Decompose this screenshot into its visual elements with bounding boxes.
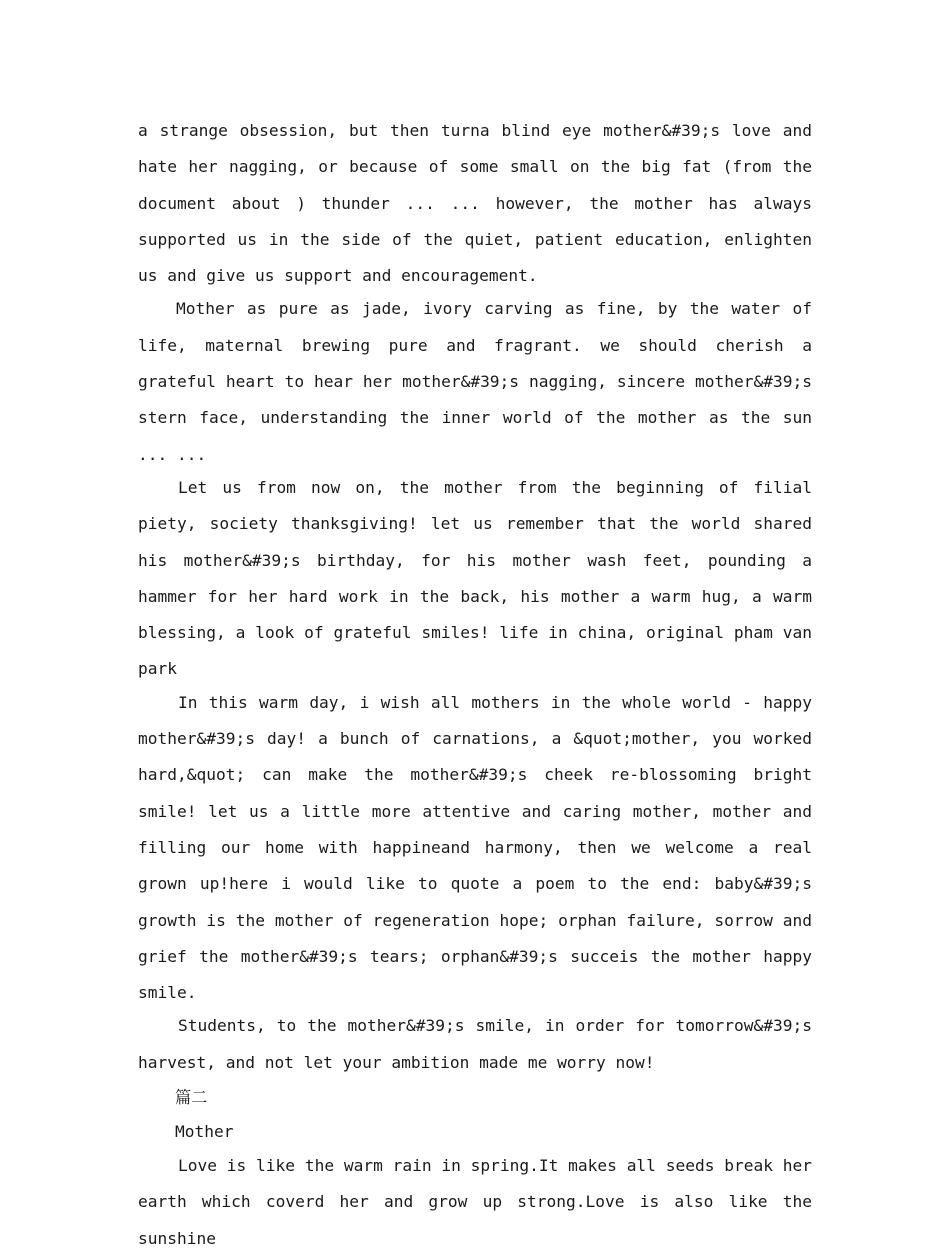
paragraph-3: Let us from now on, the mother from the beginning of filial piety, society thanksgiving! let us remember that the world shared his mother&#39;s birthday, for his mother wash feet, pounding a hammer for her hard work in the back, his mother a warm hug, a warm blessing, a look of grateful smiles! life in china, original pham van park [138, 477, 812, 679]
paragraph-4: In this warm day, i wish all mothers in the whole world - happy mother&#39;s day! a bunch of carnations, a &quot;mother, you worked hard,&quot; can make the mother&#39;s cheek re-blossoming bright smile! let us a little more attentive and caring mother, mother and filling our home with happineand harmony, then we welcome a real grown up!here i would like to quote a poem to the end: baby&#39;s growth is the mother of regeneration hope; orphan failure, sorrow and grief the mother&#39;s tears; orphan&#39;s succeis the mother happy smile. [138, 692, 812, 1003]
section-title: Mother [175, 1121, 234, 1141]
paragraph-1: a strange obsession, but then turna blind eye mother&#39;s love and hate her nagging, or because of some small on the big fat (from the document about ) thunder ... ... however, the mother has always supported us in the side of the quiet, patient education, enlighten us and give us support and encouragement. [138, 121, 812, 286]
paragraph-2: Mother as pure as jade, ivory carving as fine, by the water of life, maternal brewing pure and fragrant. we should cherish a grateful heart to hear her mother&#39;s nagging, sincere mother&#39;s stern face, understanding the inner world of the mother as the sun ... ... [138, 299, 812, 464]
section-heading: 篇二 [175, 1088, 208, 1108]
document-page [138, 113, 812, 1257]
paragraph-final: Love is like the warm rain in spring.It makes all seeds break her earth which coverd her and grow up strong.Love is also like the sunshine [138, 1156, 812, 1248]
paragraph-5: Students, to the mother&#39;s smile, in order for tomorrow&#39;s harvest, and not let your ambition made me worry now! [138, 1016, 812, 1072]
